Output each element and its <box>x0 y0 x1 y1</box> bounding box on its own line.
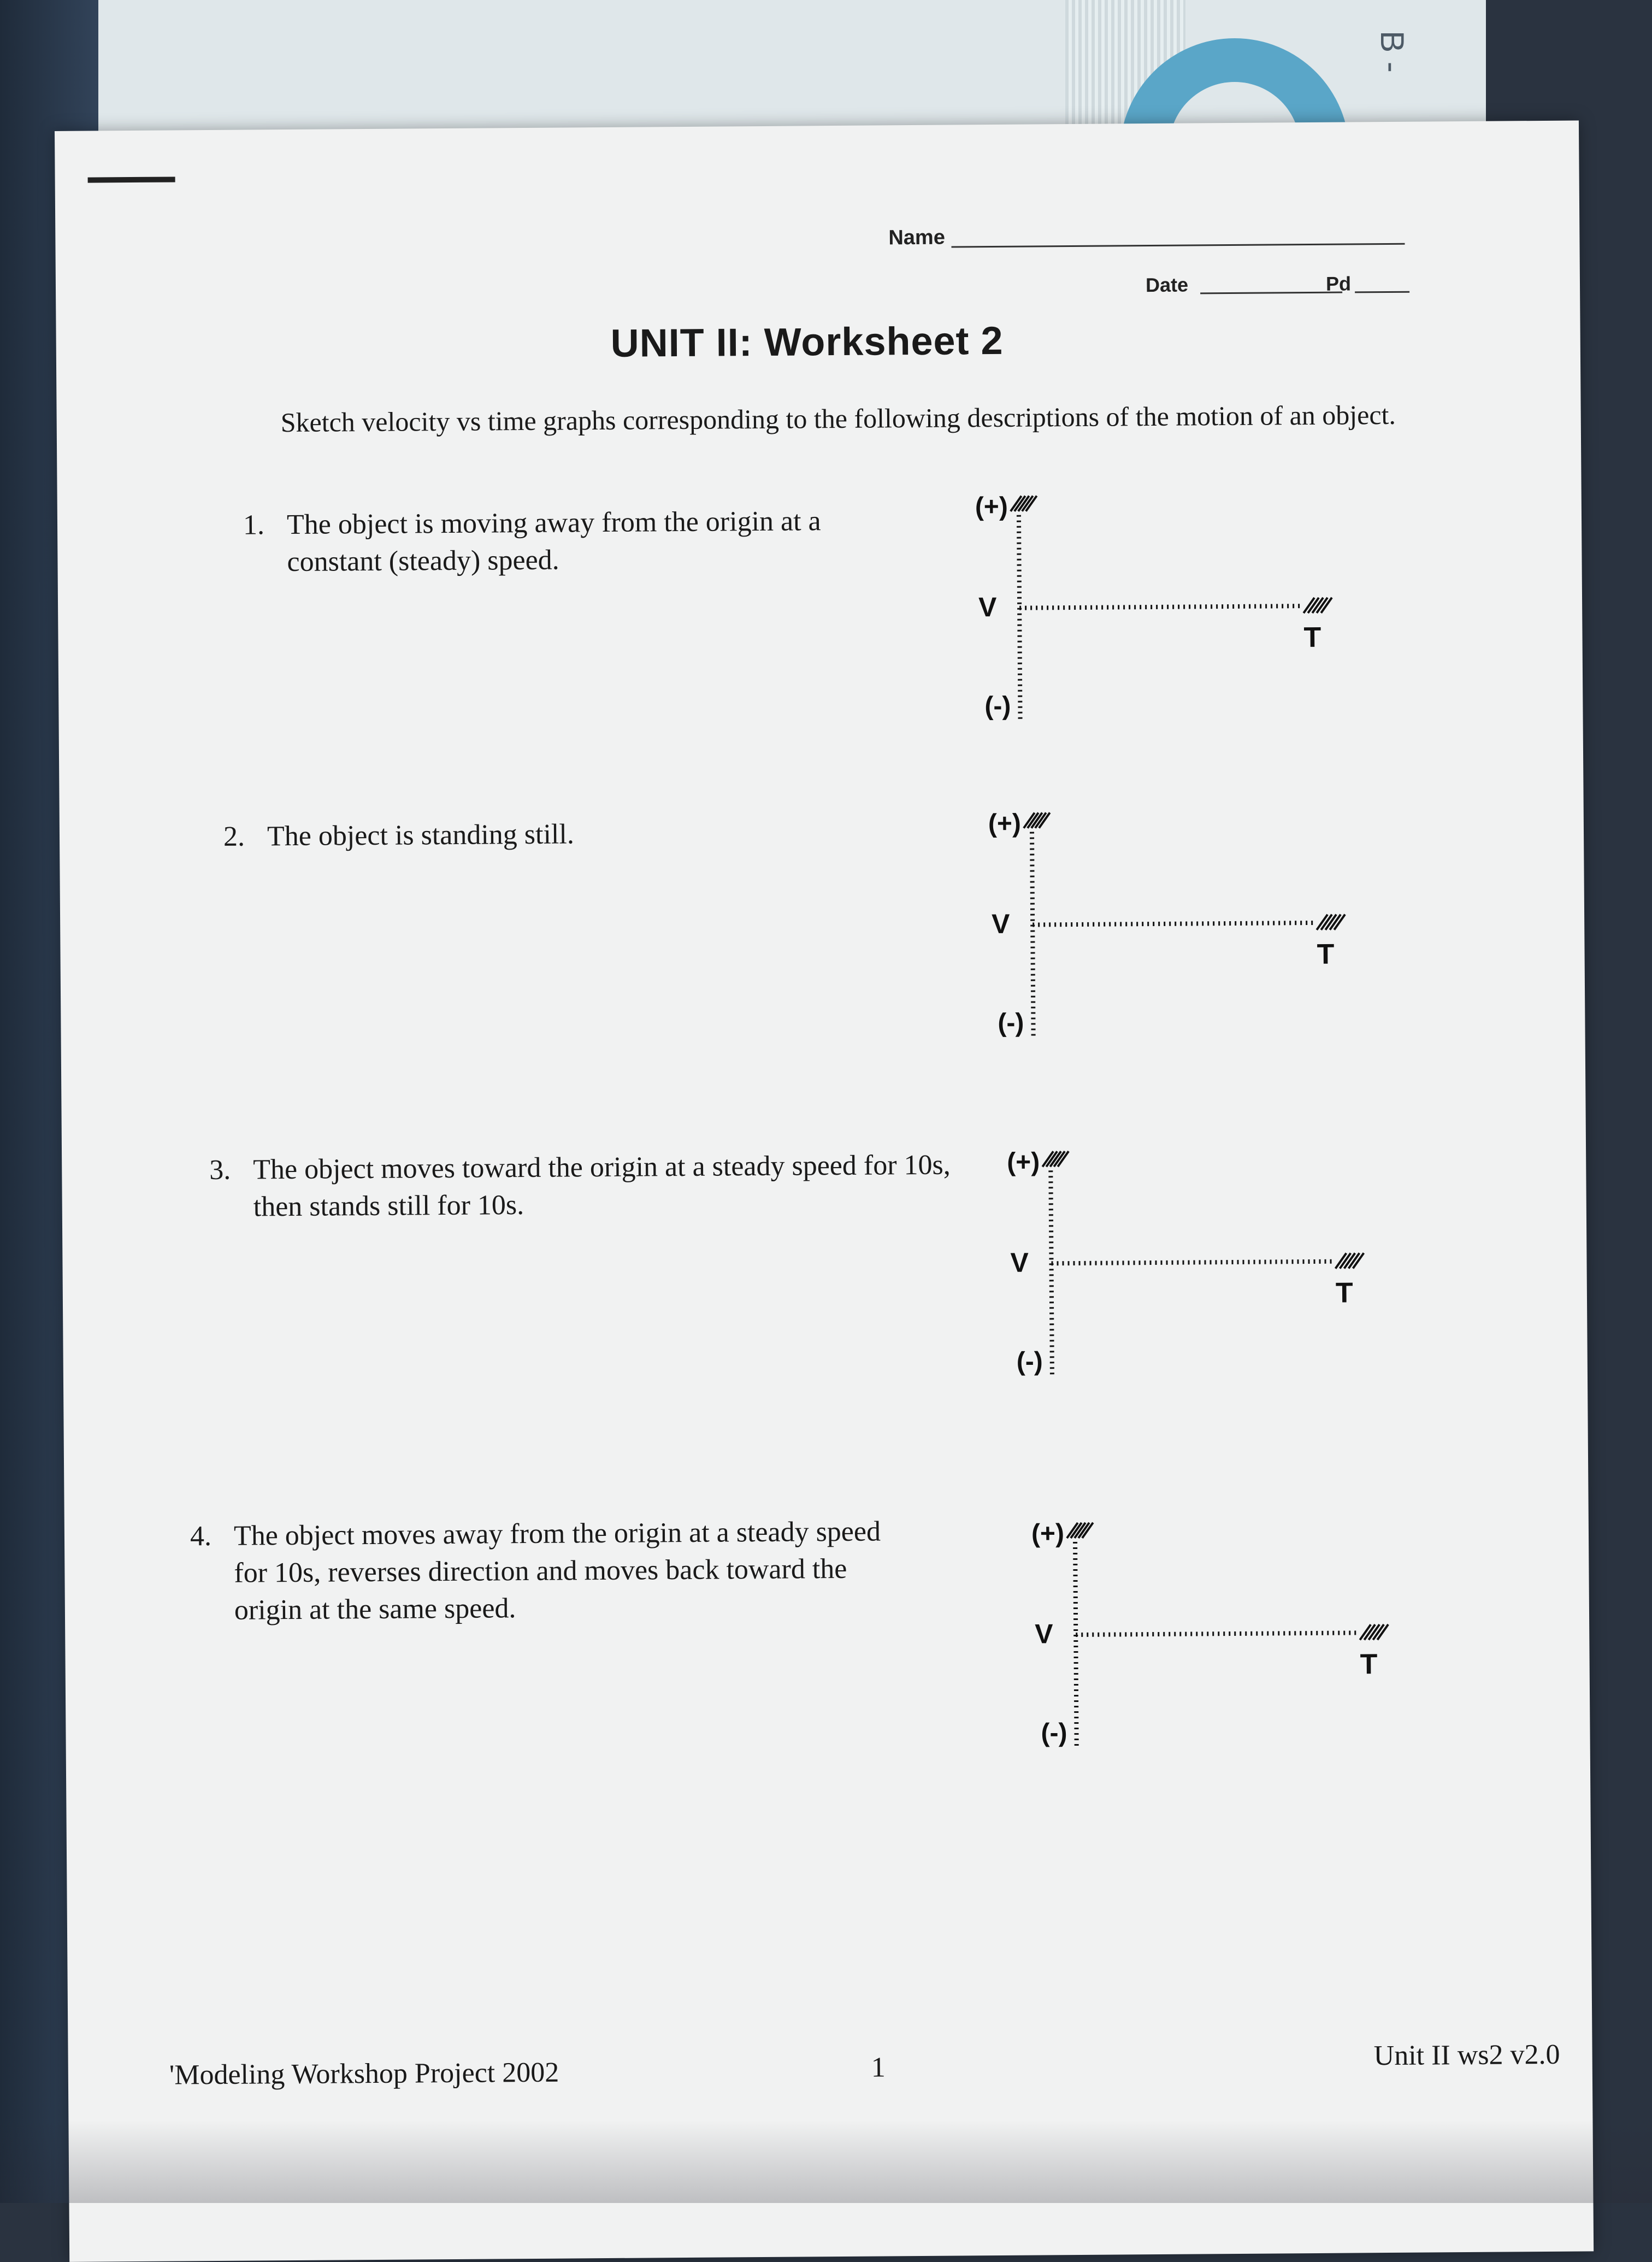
name-label: Name <box>888 226 946 250</box>
period-blank-line <box>1355 291 1409 293</box>
graph-2 <box>966 799 1460 1053</box>
velocity-time-axes <box>1010 1509 1503 1764</box>
question-1 <box>243 502 953 578</box>
t-axis-line <box>1032 923 1317 925</box>
question-text: The object is standing still. <box>267 818 575 852</box>
t-axis-label: T <box>1335 1277 1353 1309</box>
lower-shadow <box>0 2120 1652 2203</box>
footer-credit: 'Modeling Workshop Project 2002 <box>169 2057 559 2091</box>
graph-1 <box>953 482 1447 737</box>
negative-label: (-) <box>984 691 1011 721</box>
positive-label: (+) <box>988 809 1022 839</box>
negative-label: (-) <box>1041 1718 1067 1748</box>
question-3 <box>209 1146 1001 1223</box>
t-axis-label: T <box>1360 1648 1378 1681</box>
question-number: 4. <box>190 1521 212 1552</box>
negative-label: (-) <box>1016 1347 1043 1376</box>
question-text: The object moves away from the origin at a steady speed for 10s, reverses direction and moves back toward the origin at the same speed. <box>233 1516 881 1626</box>
date-label: Date <box>1145 273 1189 297</box>
date-blank-line <box>1200 292 1342 294</box>
velocity-time-axes <box>953 482 1447 737</box>
t-axis-line <box>1052 1262 1336 1264</box>
t-axis-label: T <box>1303 621 1321 654</box>
negative-label: (-) <box>998 1008 1024 1038</box>
underlying-sheet-corner-text: B - <box>1373 31 1411 73</box>
velocity-time-axes <box>985 1138 1478 1392</box>
v-axis-line <box>1019 515 1020 720</box>
question-number: 3. <box>209 1154 231 1186</box>
v-axis-line <box>1051 1170 1052 1375</box>
v-axis-label: V <box>991 908 1010 940</box>
footer-version: Unit II ws2 v2.0 <box>1373 2039 1560 2072</box>
v-axis-label: V <box>978 591 997 623</box>
question-number: 2. <box>223 821 245 852</box>
graph-4 <box>1010 1509 1503 1764</box>
v-axis-label: V <box>1035 1618 1053 1650</box>
graph-3 <box>985 1138 1478 1392</box>
page-number: 1 <box>871 2052 886 2083</box>
period-label: Pd <box>1325 272 1352 295</box>
v-axis-line <box>1032 832 1034 1037</box>
question-2 <box>223 814 934 852</box>
t-axis-line <box>1019 606 1303 608</box>
worksheet-title: UNIT II: Worksheet 2 <box>610 319 1004 366</box>
positive-label: (+) <box>1007 1147 1040 1177</box>
t-axis-line <box>1076 1633 1360 1635</box>
v-axis-line <box>1075 1542 1077 1747</box>
instructions: Sketch velocity vs time graphs corresponding to the following descriptions of the motion of an object. <box>280 399 1396 438</box>
velocity-time-axes <box>966 799 1460 1053</box>
positive-label: (+) <box>1031 1519 1065 1548</box>
question-number: 1. <box>243 509 265 541</box>
question-4 <box>190 1513 955 1626</box>
name-blank-line <box>952 243 1405 248</box>
question-text: The object is moving away from the origin at a constant (steady) speed. <box>286 505 821 578</box>
t-axis-label: T <box>1317 938 1335 970</box>
positive-label: (+) <box>975 492 1008 522</box>
v-axis-label: V <box>1010 1247 1029 1278</box>
page-mark <box>88 176 175 182</box>
question-text: The object moves toward the origin at a steady speed for 10s, then stands still for 10s. <box>253 1149 951 1223</box>
worksheet-page <box>55 121 1594 2262</box>
